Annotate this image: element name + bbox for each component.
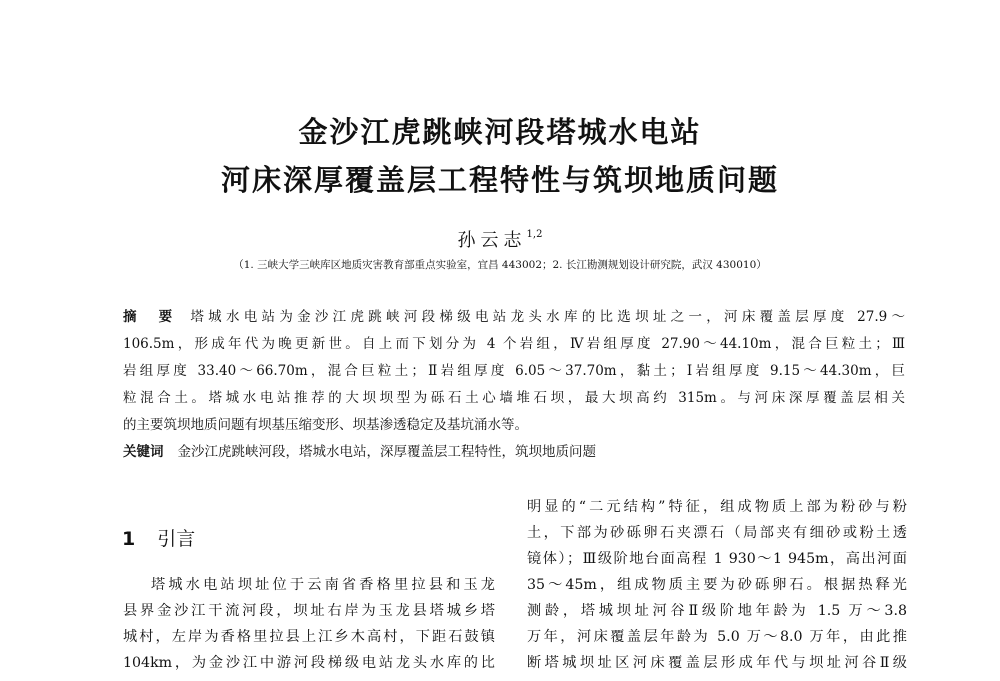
right-column-line-4: 35～45m，组成物质主要为砂砾卵石。根据热释光	[527, 577, 907, 593]
paper-title-line-2: 河床深厚覆盖层工程特性与筑坝地质问题	[220, 163, 779, 197]
right-column-line-3: 镜体）；Ⅲ级阶地台面高程 1 930～1 945m，高出河面	[527, 551, 907, 567]
section-title: 引言	[157, 528, 196, 550]
abstract-line-1	[123, 306, 905, 328]
section-heading-introduction	[122, 524, 195, 551]
section-number: 1	[122, 528, 136, 550]
abstract-line-2: 106.5m，形成年代为晚更新世。自上而下划分为 4 个岩组，Ⅳ岩组厚度 27.90～44.10m，混合巨粒土；Ⅲ	[123, 336, 905, 352]
abstract-line-5: 的主要筑坝地质问题有坝基压缩变形、坝基渗透稳定及基坑涌水等。	[123, 417, 528, 433]
abstract-line-3: 岩组厚度 33.40～66.70m，混合巨粒土；Ⅱ岩组厚度 6.05～37.70m，黏土；Ⅰ岩组厚度 9.15～44.30m，巨	[123, 363, 905, 379]
author	[0, 226, 1000, 252]
abstract-line-4: 粒混合土。塔城水电站推荐的大坝坝型为砾石土心墙堆石坝，最大坝高约 315m。与河床深厚覆盖层相关	[123, 390, 905, 406]
paper-title-line-1: 金沙江虎跳峡河段塔城水电站	[298, 115, 702, 149]
right-column-line-2: 土，下部为砂砾卵石夹漂石（局部夹有细砂或粉土透	[527, 525, 907, 541]
left-column-line-2: 县界金沙江干流河段，坝址右岸为玉龙县塔城乡塔	[123, 603, 495, 619]
keywords-text: 金沙江虎跳峡河段，塔城水电站，深厚覆盖层工程特性，筑坝地质问题	[177, 444, 596, 460]
affiliation: （1. 三峡大学三峡库区地质灾害教育部重点实验室，宜昌 443002；2. 长江勘测规划设计研究院，武汉 430010）	[233, 259, 767, 271]
keywords-line	[123, 441, 905, 463]
left-column-line-4: 104km，为金沙江中游河段梯级电站龙头水库的比	[123, 655, 495, 671]
abstract-label: 摘 要	[123, 309, 177, 325]
right-column-line-1: 明显的“二元结构”特征，组成物质上部为粉砂与粉	[527, 499, 907, 515]
keywords-label: 关键词	[123, 444, 164, 460]
right-column-line-5: 测龄，塔城坝址河谷Ⅱ级阶地年龄为 1.5 万～3.8	[527, 603, 907, 619]
right-column-line-7: 断塔城坝址区河床覆盖层形成年代与坝址河谷Ⅱ级	[527, 655, 907, 671]
left-column-line-1: 塔城水电站坝址位于云南省香格里拉县和玉龙	[151, 577, 495, 593]
abstract-text-1: 塔城水电站为金沙江虎跳峡河段梯级电站龙头水库的比选坝址之一，河床覆盖层厚度 27.9～	[190, 309, 905, 325]
author-affiliation-marks: 1,2	[526, 229, 543, 240]
author-name: 孙云志	[457, 230, 527, 251]
right-column-line-6: 万年，河床覆盖层年龄为 5.0 万～8.0 万年，由此推	[527, 629, 907, 645]
left-column-line-3: 城村，左岸为香格里拉县上江乡木高村，下距石鼓镇	[123, 629, 495, 645]
